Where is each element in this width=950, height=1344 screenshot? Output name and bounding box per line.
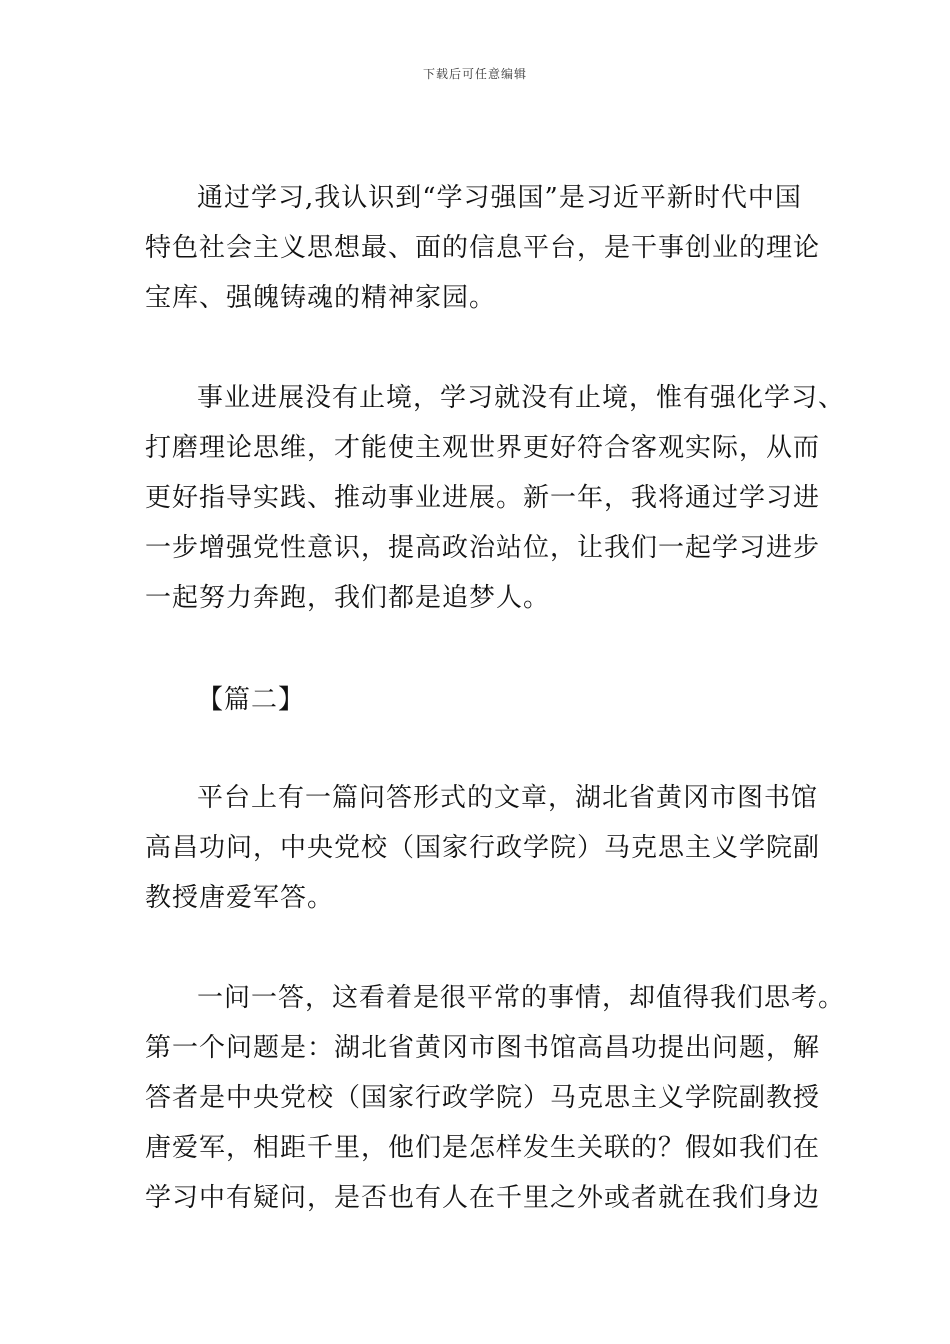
- paragraph-line: 事业进展没有止境，学习就没有止境，惟有强化学习、: [197, 383, 846, 413]
- paragraph-line: 平台上有一篇问答形式的文章，湖北省黄冈市图书馆: [197, 783, 819, 813]
- paragraph-line: 一起努力奔跑，我们都是追梦人。: [145, 583, 551, 613]
- page-header: 下载后可任意编辑: [422, 67, 527, 81]
- paragraph-line: 打磨理论思维，才能使主观世界更好符合客观实际，从而: [145, 433, 821, 463]
- paragraph-line: 一步增强党性意识，提高政治站位，让我们一起学习进步: [145, 533, 821, 563]
- paragraph-line: 一问一答，这看着是很平常的事情，却值得我们思考。: [197, 983, 846, 1013]
- paragraph-line: 通过学习,我认识到“学习强国”是习近平新时代中国: [197, 183, 802, 213]
- paragraph-3: [145, 773, 835, 923]
- paragraph-line: 唐爱军，相距千里，他们是怎样发生关联的？假如我们在: [145, 1133, 821, 1163]
- paragraph-line: 更好指导实践、推动事业进展。新一年，我将通过学习进: [145, 483, 821, 513]
- section-heading: 【篇二】: [197, 685, 306, 715]
- paragraph-line: 答者是中央党校（国家行政学院）马克思主义学院副教授: [145, 1083, 821, 1113]
- paragraph-line: 第一个问题是：湖北省黄冈市图书馆高昌功提出问题，解: [145, 1033, 821, 1063]
- paragraph-line: 宝库、强魄铸魂的精神家园。: [145, 283, 497, 313]
- paragraph-line: 特色社会主义思想最、面的信息平台，是干事创业的理论: [145, 233, 821, 263]
- paragraph-4: [145, 973, 846, 1223]
- paragraph-line: 教授唐爱军答。: [145, 883, 335, 913]
- paragraph-line: 高昌功问，中央党校（国家行政学院）马克思主义学院副: [145, 833, 821, 863]
- paragraph-2: [145, 373, 846, 623]
- paragraph-1: [145, 173, 835, 323]
- paragraph-line: 学习中有疑问，是否也有人在千里之外或者就在我们身边: [145, 1183, 821, 1213]
